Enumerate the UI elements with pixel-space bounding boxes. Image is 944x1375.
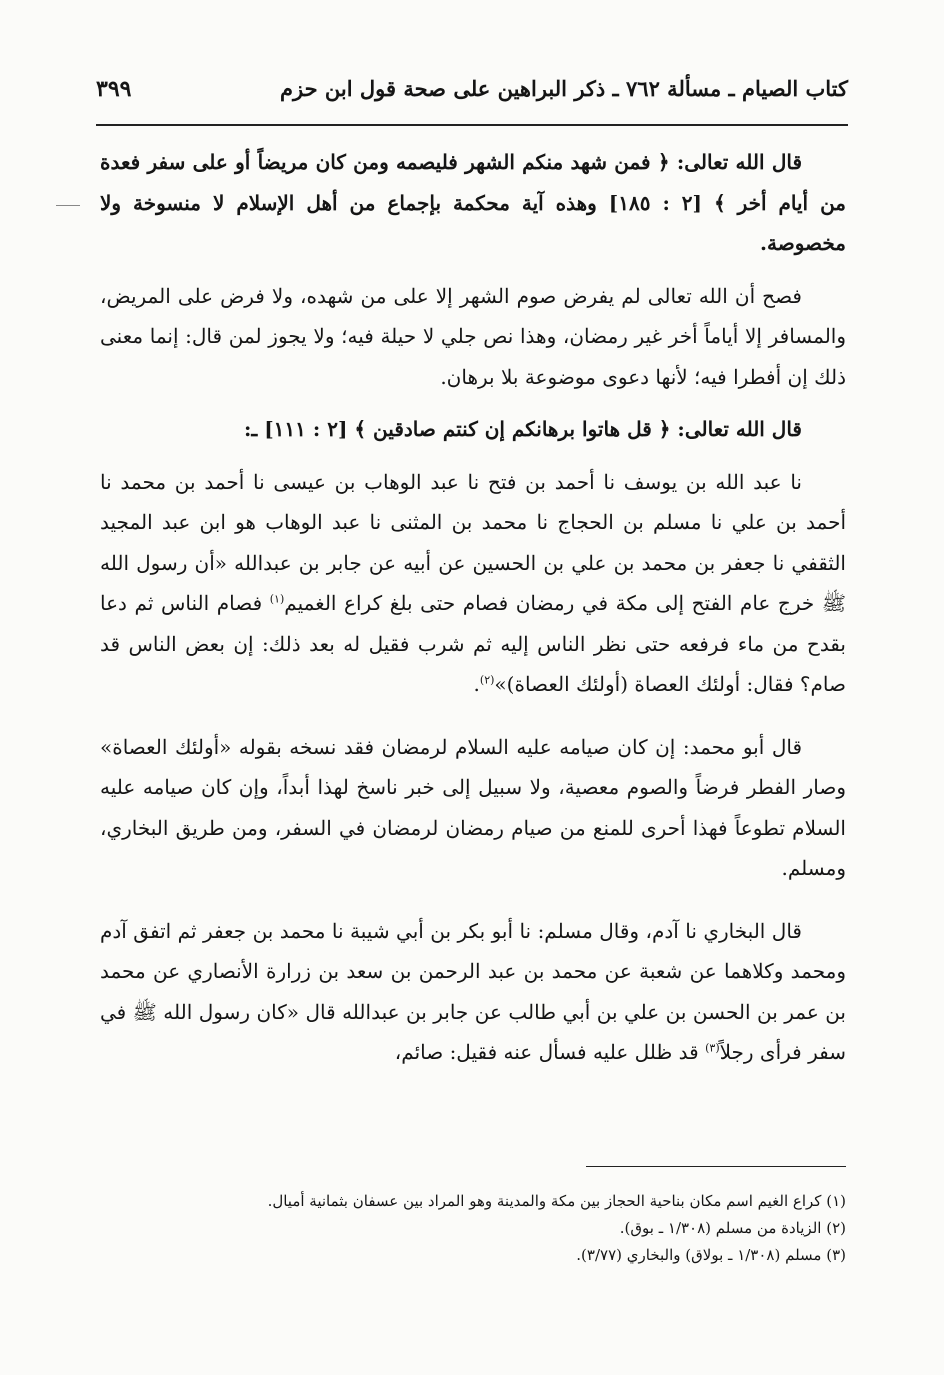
paragraph-abu-muhammad: قال أبو محمد: إن كان صيامه عليه السلام لرمضان فقد نسخه بقوله «أولئك العصاة» وصار الفطر فرضاً والصوم معصية، ولا سبيل إلى خبر ناسخ لهذا أبداً، وإن كان صيامه عليه السلام تطوعاً فهذا أحرى للمنع من صيام رمضان لرمضان في السفر، ومن طريق البخاري، ومسلم.: [100, 734, 846, 880]
footnote-ref-3: (٣): [705, 1041, 720, 1055]
footnote-3: (٣) مسلم (١/٣٠٨ ـ بولاق) والبخاري (٣/٧٧).: [576, 1246, 846, 1264]
running-title: كتاب الصيام ـ مسألة ٧٦٢ ـ ذكر البراهين على صحة قول ابن حزم: [280, 76, 848, 101]
paragraph-hadith-2: [100, 911, 846, 1073]
page-header: [96, 68, 848, 116]
page-body: [100, 142, 846, 1073]
hadith-2-continuation: قد ظلل عليه فسأل عنه فقيل: صائم،: [394, 1040, 699, 1064]
footnote-1: (١) كراع الغيم اسم مكان بناحية الحجاز بين مكة والمدينة وهو المراد بين عسفان بثمانية أميال.: [267, 1192, 846, 1210]
paragraph-ruling: فصح أن الله تعالى لم يفرض صوم الشهر إلا على من شهده، ولا فرض على المريض، والمسافر إلا أياماً أخر غير رمضان، وهذا نص جلي لا حيلة فيه؛ ولا يجوز لمن قال: إنما معنى ذلك إن أفطرا فيه؛ لأنها دعوى موضوعة بلا برهان.: [100, 283, 846, 389]
hadith-1-continuation: فصام الناس ثم دعا بقدح من ماء فرفعه حتى نظر الناس إليه ثم شرب فقيل له بعد ذلك: إن بعض الناس قد صام؟ فقال: أولئك العصاة (أولئك العصاة)»: [100, 591, 846, 696]
header-rule: [96, 124, 848, 126]
paragraph-hadith-1: نا عبد الله بن يوسف نا أحمد بن فتح نا عبد الوهاب بن عيسى نا أحمد بن محمد نا أحمد بن علي نا مسلم بن الحجاج نا محمد بن المثنى نا عبد الوهاب هو ابن عبد المجيد الثقفي نا جعفر بن محمد بن علي بن الحسين عن أبيه عن جابر بن عبدالله «أن رسول الله ﷺ خرج عام الفتح إلى مكة في رمضان فصام حتى بلغ كراع الغميم$^{(١)}$ فصام الناس ثم دعا بقدح من ماء فرفعه حتى نظر الناس إليه ثم شرب فقيل له بعد ذلك: إن بعض الناس قد صام؟ فقال: أولئك العصاة (أولئك العصاة)»$^{(٢)}$.: [100, 469, 846, 696]
paragraph-quran-verse-2: قال الله تعالى: ﴿ قل هاتوا برهانكم إن كنتم صادقين ﴾ [٢ : ١١١] ـ:: [243, 417, 802, 441]
hadith-1-text: نا عبد الله بن يوسف نا أحمد بن فتح نا عبد الوهاب بن عيسى نا أحمد بن محمد نا أحمد بن علي نا مسلم بن الحجاج نا محمد بن المثنى نا عبد الوهاب هو ابن عبد المجيد الثقفي نا جعفر بن محمد بن علي بن الحسين عن أبيه عن جابر بن عبدالله «أن رسول الله ﷺ خرج عام الفتح إلى مكة في رمضان فصام حتى بلغ كراع الغميم: [100, 469, 846, 615]
paragraph-quran-verse-1: قال الله تعالى: ﴿ فمن شهد منكم الشهر فليصمه ومن كان مريضاً أو على سفر فعدة من أيام أخر ﴾ [٢ : ١٨٥] وهذه آية محكمة بإجماع من أهل الإسلام لا منسوخة ولا مخصوصة.: [100, 150, 847, 255]
margin-mark: [56, 205, 80, 206]
page-number: ٣٩٩: [96, 76, 132, 102]
footnotes: [120, 1188, 846, 1269]
footnote-ref-2: (٢): [479, 673, 495, 687]
footnote-rule: [586, 1166, 846, 1167]
footnote-2: (٢) الزيادة من مسلم (١/٣٠٨ ـ بوق).: [619, 1219, 846, 1237]
hadith-2-text: قال البخاري نا آدم، وقال مسلم: نا أبو بكر بن أبي شيبة نا محمد بن جعفر ثم اتفق آدم ومحمد وكلاهما عن شعبة عن محمد بن عبد الرحمن بن سعد بن زرارة الأنصاري عن محمد بن عمر بن الحسن بن علي بن أبي طالب عن جابر بن عبدالله قال «كان رسول الله ﷺ في سفر فرأى رجلاً: [100, 918, 846, 1064]
footnote-ref-1: (١): [269, 592, 285, 606]
